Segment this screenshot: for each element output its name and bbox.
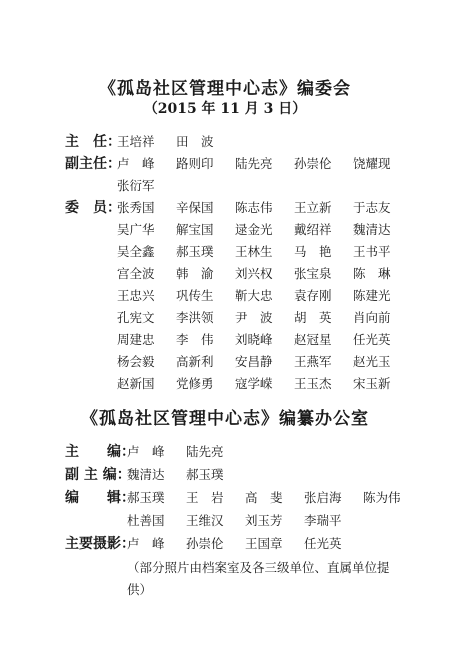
name: 宫全波 (117, 266, 155, 281)
name: 赵光玉 (353, 354, 391, 369)
name: 李洪领 (176, 310, 214, 325)
name: 辛保国 (176, 200, 214, 215)
name: 任光英 (353, 332, 391, 347)
name: 党修勇 (176, 376, 214, 391)
members-names (117, 372, 412, 396)
name: 李 伟 (176, 332, 214, 347)
deputy-editor-names (127, 463, 245, 487)
name: 于志友 (353, 200, 391, 215)
members-label: 委 员： (65, 200, 121, 216)
editors-names (127, 486, 422, 510)
name: 郝玉璞 (186, 467, 224, 482)
name: 韩 渝 (176, 266, 214, 281)
name: 张启海 (304, 490, 342, 505)
name: 周建忠 (117, 332, 155, 347)
name: 田 波 (176, 134, 214, 149)
name: 高 斐 (245, 490, 283, 505)
name: 王维汉 (186, 513, 224, 528)
name: 寇学嵘 (235, 376, 273, 391)
name: 刘兴权 (235, 266, 273, 281)
deputy-editor-label: 副 主 编： (65, 467, 131, 483)
name: 高新利 (176, 354, 214, 369)
members-names (117, 350, 412, 374)
name: 饶耀现 (353, 156, 391, 171)
name: 王燕军 (294, 354, 332, 369)
name: 吴广华 (117, 222, 155, 237)
name: 安昌静 (235, 354, 273, 369)
deputy-label: 副主任： (65, 156, 121, 172)
members-names (117, 284, 412, 308)
deputy-names-2 (117, 174, 176, 198)
name: 郝玉璞 (176, 244, 214, 259)
name: 巩传生 (176, 288, 214, 303)
name: 王 岩 (186, 490, 224, 505)
editors-names (127, 509, 363, 533)
name: 张衍军 (117, 178, 155, 193)
name: 胡 英 (294, 310, 332, 325)
name: 解宝国 (176, 222, 214, 237)
members-names (117, 328, 412, 352)
committee-title: 《孤岛社区管理中心志》编委会 (99, 79, 351, 99)
name: 陈志伟 (235, 200, 273, 215)
name: 卢 峰 (127, 444, 165, 459)
name: 袁存刚 (294, 288, 332, 303)
name: 靳大忠 (235, 288, 273, 303)
name: 魏清达 (353, 222, 391, 237)
name: 赵冠星 (294, 332, 332, 347)
name: 任光英 (304, 536, 342, 551)
photo-note-line-2: 供） (127, 582, 153, 597)
members-names (117, 262, 412, 286)
name: 王立新 (294, 200, 332, 215)
deputy-names (117, 152, 412, 176)
members-names (117, 218, 412, 242)
name: 尹 波 (235, 310, 273, 325)
photo-note-line-1: （部分照片由档案室及各三级单位、直属单位提 (127, 560, 390, 575)
name: 孔宪文 (117, 310, 155, 325)
name: 王培祥 (117, 134, 155, 149)
name: 王忠兴 (117, 288, 155, 303)
chief-editor-names (127, 440, 245, 464)
name: 王书平 (353, 244, 391, 259)
name: 李瑞平 (304, 513, 342, 528)
members-names (117, 306, 412, 330)
name: 路则印 (176, 156, 214, 171)
name: 刘玉芳 (245, 513, 283, 528)
name: 孙崇伦 (294, 156, 332, 171)
name: 陆先亮 (235, 156, 273, 171)
name: 孙崇伦 (186, 536, 224, 551)
members-names (117, 196, 412, 220)
name: 杨会毅 (117, 354, 155, 369)
name: 刘晓峰 (235, 332, 273, 347)
chief-editor-label: 主 编： (65, 444, 135, 460)
name: 肖向前 (353, 310, 391, 325)
name: 王国章 (245, 536, 283, 551)
members-names (117, 240, 412, 264)
name: 宋玉新 (353, 376, 391, 391)
name: 逯金光 (235, 222, 273, 237)
name: 陈为伟 (363, 490, 401, 505)
name: 赵新国 (117, 376, 155, 391)
name: 戴绍祥 (294, 222, 332, 237)
name: 陈建光 (353, 288, 391, 303)
name: 张宝泉 (294, 266, 332, 281)
office-title: 《孤岛社区管理中心志》编纂办公室 (81, 409, 369, 429)
director-label: 主 任： (65, 134, 121, 150)
photo-names (127, 532, 363, 556)
photo-label: 主要摄影： (65, 536, 135, 552)
name: 陈 琳 (353, 266, 391, 281)
name: 王林生 (235, 244, 273, 259)
name: 杜善国 (127, 513, 165, 528)
editors-label: 编 辑： (65, 490, 135, 506)
name: 卢 峰 (117, 156, 155, 171)
name: 陆先亮 (186, 444, 224, 459)
name: 卢 峰 (127, 536, 165, 551)
director-names (117, 130, 235, 154)
name: 吴全鑫 (117, 244, 155, 259)
name: 张秀国 (117, 200, 155, 215)
committee-date: （2015 年 11 月 3 日） (143, 101, 307, 117)
name: 马 艳 (294, 244, 332, 259)
name: 魏清达 (127, 467, 165, 482)
name: 王玉杰 (294, 376, 332, 391)
name: 郝玉璞 (127, 490, 165, 505)
